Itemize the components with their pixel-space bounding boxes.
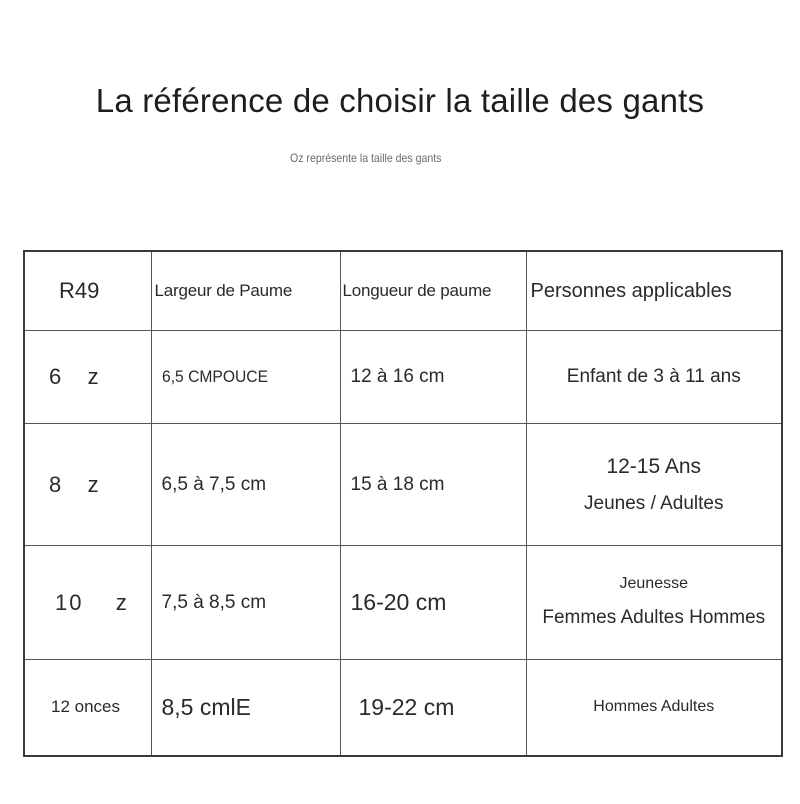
persons-cell xyxy=(526,660,782,756)
palm-length-cell: 19-22 cm xyxy=(340,660,526,756)
table-row xyxy=(24,331,782,424)
table-header-row xyxy=(24,251,782,331)
persons-cell xyxy=(526,331,782,424)
page-title: La référence de choisir la taille des gants xyxy=(95,82,705,119)
persons-cell xyxy=(526,546,782,660)
table-row xyxy=(24,424,782,546)
palm-width-value: 6,5 CMPOUCE xyxy=(161,367,268,386)
palm-length-cell: 12 à 16 cm xyxy=(340,331,526,424)
persons-line: Jeunesse xyxy=(619,575,688,592)
persons-line: Femmes Adultes Hommes xyxy=(542,607,766,629)
palm-width-cell: 6,5 à 7,5 cm xyxy=(151,424,340,546)
palm-length-cell: 16-20 cm xyxy=(340,546,526,660)
persons-line: Enfant de 3 à 11 ans xyxy=(566,365,741,387)
glove-size-table xyxy=(23,250,783,757)
palm-width-cell: 8,5 cmlE xyxy=(151,660,340,756)
header-palm-width: Largeur de Paume xyxy=(151,251,340,331)
palm-length-cell: 15 à 18 cm xyxy=(340,424,526,546)
table-row xyxy=(24,660,782,756)
size-cell: 8 z xyxy=(24,424,151,546)
persons-cell xyxy=(526,424,782,546)
persons-line: Hommes Adultes xyxy=(593,698,715,716)
table-row xyxy=(24,546,782,660)
persons-line: Jeunes / Adultes xyxy=(584,492,724,514)
size-cell: 6 z xyxy=(24,331,151,424)
page-subtitle: Oz représente la taille des gants xyxy=(290,151,442,165)
persons-line: 12-15 Ans xyxy=(606,454,702,478)
header-palm-length: Longueur de paume xyxy=(340,251,526,331)
size-cell: 10 z xyxy=(24,546,151,660)
palm-width-cell xyxy=(151,331,340,424)
header-persons: Personnes applicables xyxy=(526,251,782,331)
size-cell: 12 onces xyxy=(24,660,151,756)
palm-width-cell: 7,5 à 8,5 cm xyxy=(151,546,340,660)
header-size: R49 xyxy=(24,251,151,331)
